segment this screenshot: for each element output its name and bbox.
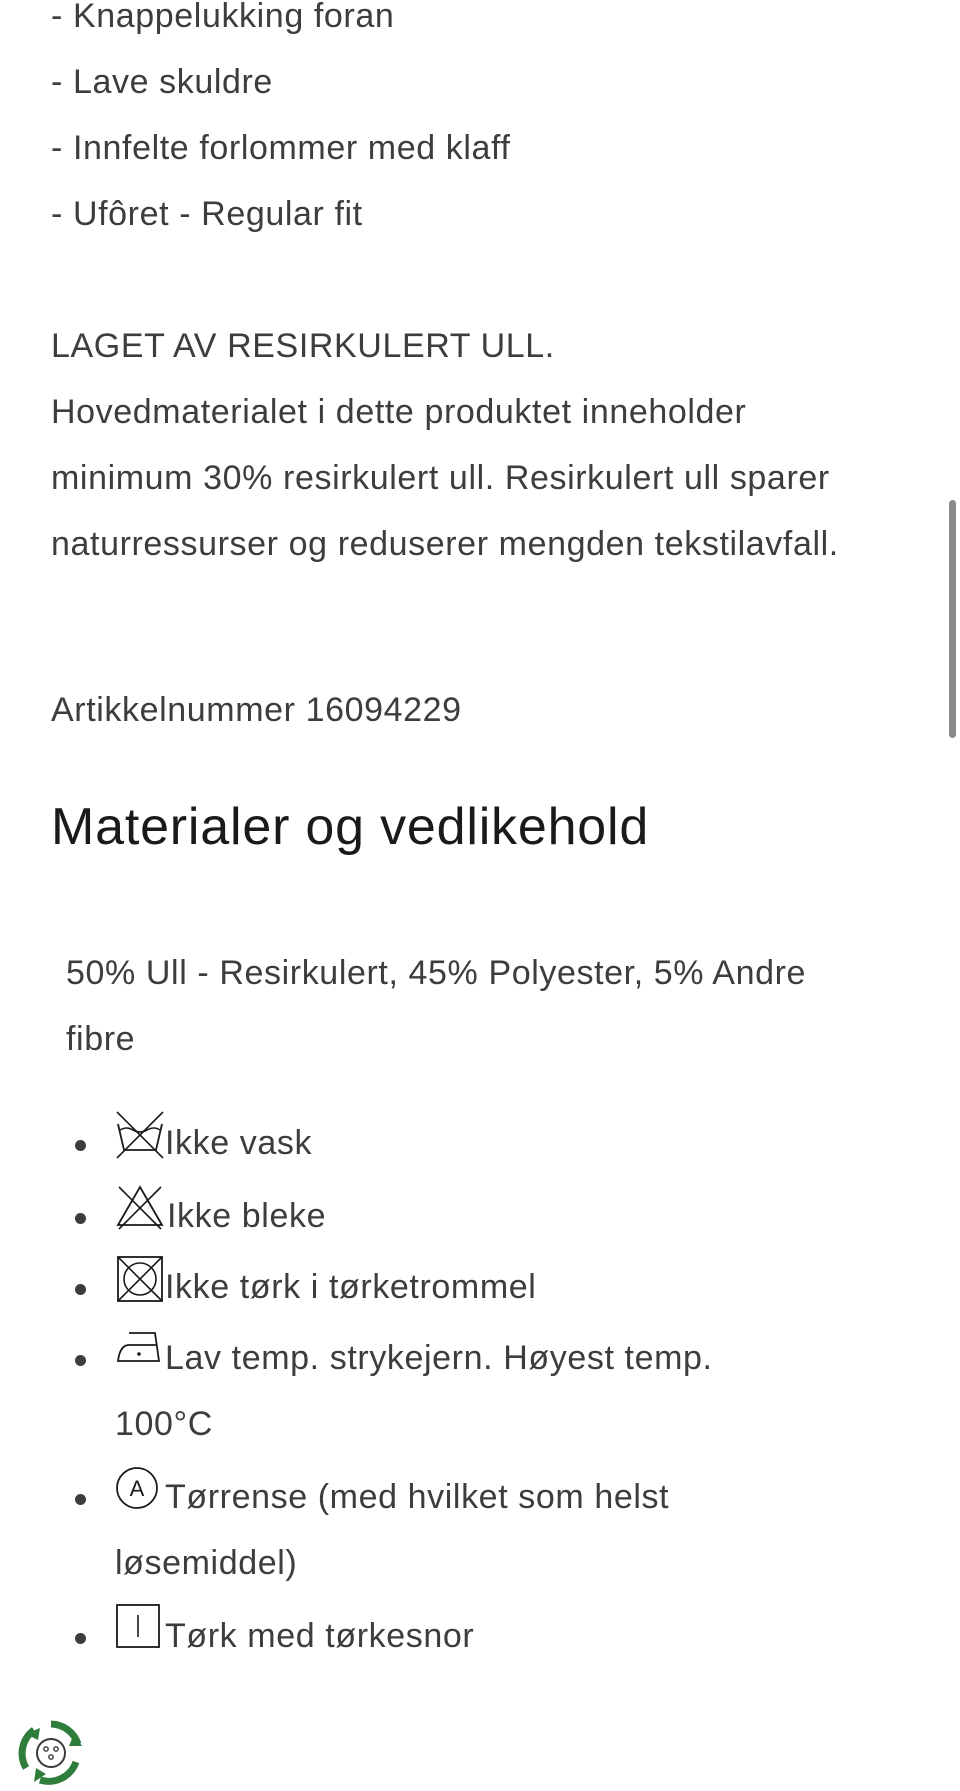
scrollbar-thumb[interactable] [949,500,956,738]
feature-item: - Knappelukking foran [51,0,395,35]
care-text: Ikke bleke [167,1197,327,1235]
recycled-wool-info [51,313,871,577]
svg-text:A: A [129,1476,145,1501]
list-bullet [75,1140,86,1151]
care-text: Ikke tørk i tørketrommel [165,1268,537,1306]
article-number [51,690,462,730]
list-bullet [75,1213,86,1224]
list-bullet [75,1355,86,1366]
feature-item: - Ufôret - Regular fit [51,195,363,233]
care-text: Ikke vask [165,1124,313,1162]
article-number-value: 16094229 [305,691,462,729]
feature-item: - Innfelte forlommer med klaff [51,129,511,167]
list-bullet [75,1284,86,1295]
list-bullet [75,1494,86,1505]
care-text: Tørk med tørkesnor [165,1617,475,1655]
materials-heading: Materialer og vedlikehold [51,798,650,856]
material-composition: 50% Ull - Resirkulert, 45% Polyester, 5% Andre fibre [66,954,807,1058]
recycled-wool-heading: LAGET AV RESIRKULERT ULL. [51,327,555,365]
recycled-wool-body: Hovedmaterialet i dette produktet inneholder minimum 30% resirkulert ull. Resirkulert ull sparer naturressurser og reduserer mengden tekstilavfall. [51,393,839,563]
feature-item: - Lave skuldre [51,63,273,101]
scrollbar[interactable] [946,0,960,1791]
recycle-badge-icon[interactable] [16,1718,86,1788]
article-number-label: Artikkelnummer [51,691,296,729]
list-bullet [75,1633,86,1644]
care-text: Tørrense (med hvilket som helst løsemiddel) [115,1478,670,1582]
care-text: Lav temp. strykejern. Høyest temp. 100°C [115,1339,713,1443]
